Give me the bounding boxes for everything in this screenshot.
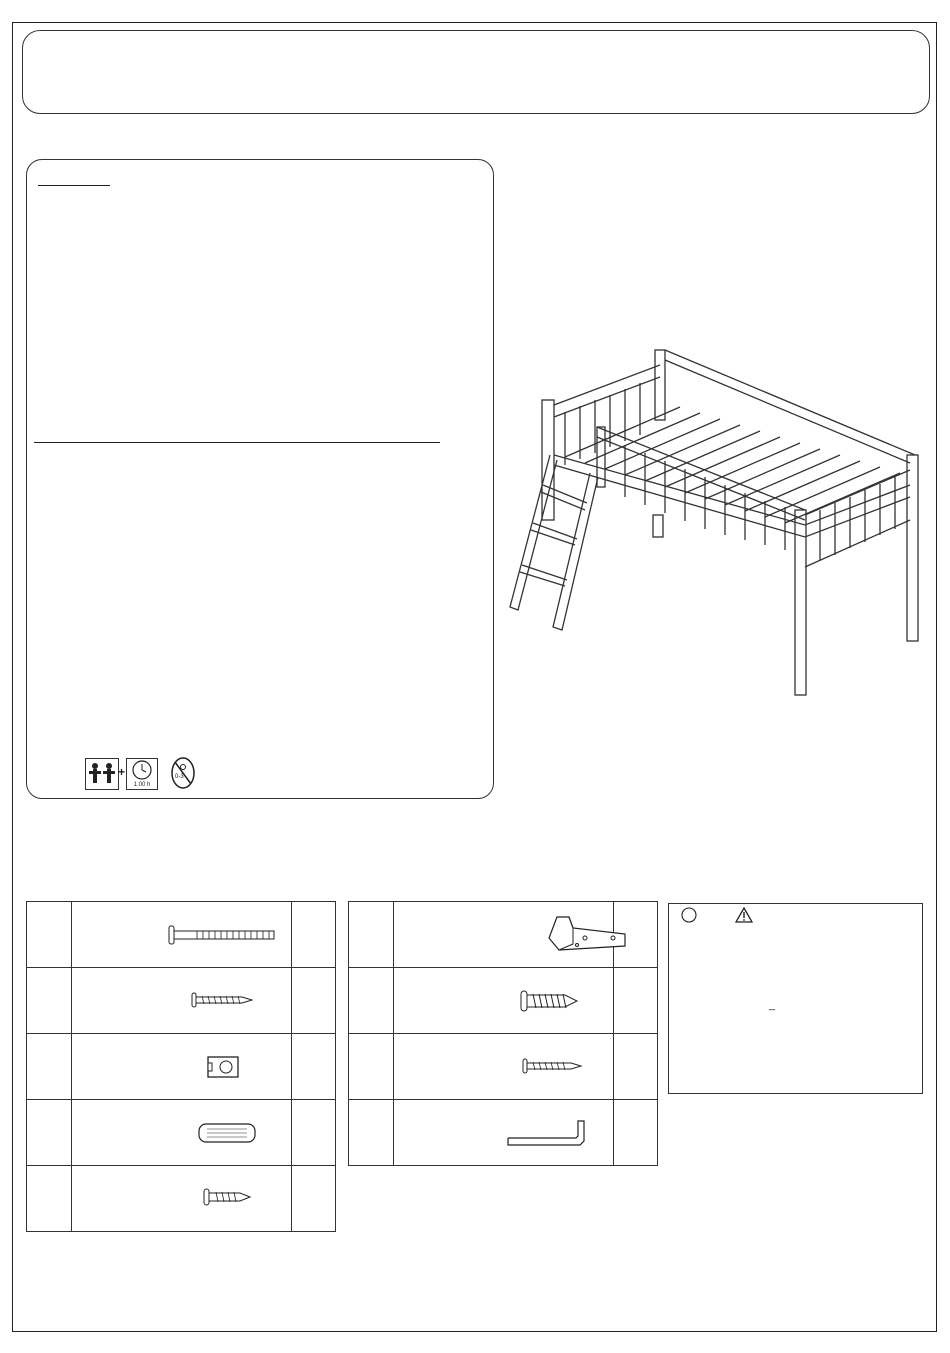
part-id — [349, 902, 394, 968]
part-image-cell — [72, 1100, 292, 1166]
part-image-cell — [394, 1100, 614, 1166]
part-id — [27, 1034, 72, 1100]
parts-table-left — [26, 901, 336, 1232]
table-row — [27, 902, 336, 968]
notice-box — [668, 903, 923, 1094]
part-qty — [292, 968, 336, 1034]
section-divider — [34, 442, 440, 443]
circle-icon — [681, 907, 697, 923]
parts-table-right — [348, 901, 658, 1166]
heading-underline — [38, 185, 110, 186]
part-image-cell — [72, 902, 292, 968]
long-bolt-icon — [167, 924, 277, 946]
part-qty — [292, 1166, 336, 1232]
part-image-cell — [394, 1034, 614, 1100]
thick-screw-icon — [519, 990, 579, 1012]
thin-screw-icon — [521, 1058, 583, 1074]
part-id — [27, 1166, 72, 1232]
part-qty — [614, 1034, 658, 1100]
allen-key-icon — [506, 1118, 588, 1154]
clock-icon — [126, 758, 158, 790]
two-person-icon — [85, 758, 119, 790]
table-row — [349, 902, 658, 968]
metal-bracket-icon — [539, 914, 629, 956]
part-qty — [292, 1034, 336, 1100]
part-id — [349, 1034, 394, 1100]
table-row — [27, 1034, 336, 1100]
table-row — [27, 968, 336, 1034]
barrel-nut-icon — [205, 1054, 241, 1080]
part-id — [27, 968, 72, 1034]
notice-dash: _ — [769, 999, 776, 1011]
table-row — [349, 1100, 658, 1166]
part-qty — [292, 1100, 336, 1166]
age-label: 0-3 — [175, 774, 184, 780]
table-row — [349, 968, 658, 1034]
info-panel — [26, 159, 494, 799]
wood-screw-icon — [190, 992, 254, 1008]
no-children-icon — [170, 756, 196, 790]
plus-sign: + — [118, 765, 126, 779]
table-row — [349, 1034, 658, 1100]
part-id — [27, 1100, 72, 1166]
part-image-cell — [394, 902, 614, 968]
part-id — [349, 1100, 394, 1166]
wood-dowel-icon — [197, 1122, 257, 1144]
part-image-cell — [394, 968, 614, 1034]
table-row — [27, 1100, 336, 1166]
short-screw-icon — [202, 1188, 252, 1206]
part-qty — [614, 1100, 658, 1166]
part-qty — [614, 968, 658, 1034]
table-row — [27, 1166, 336, 1232]
part-image-cell — [72, 1166, 292, 1232]
warning-triangle-icon — [735, 907, 753, 923]
part-id — [27, 902, 72, 968]
part-image-cell — [72, 968, 292, 1034]
loft-bed-illustration — [505, 345, 925, 700]
part-image-cell — [72, 1034, 292, 1100]
part-qty — [292, 902, 336, 968]
clock-label: 1.00 h — [133, 782, 151, 788]
title-banner — [22, 30, 930, 114]
part-id — [349, 968, 394, 1034]
